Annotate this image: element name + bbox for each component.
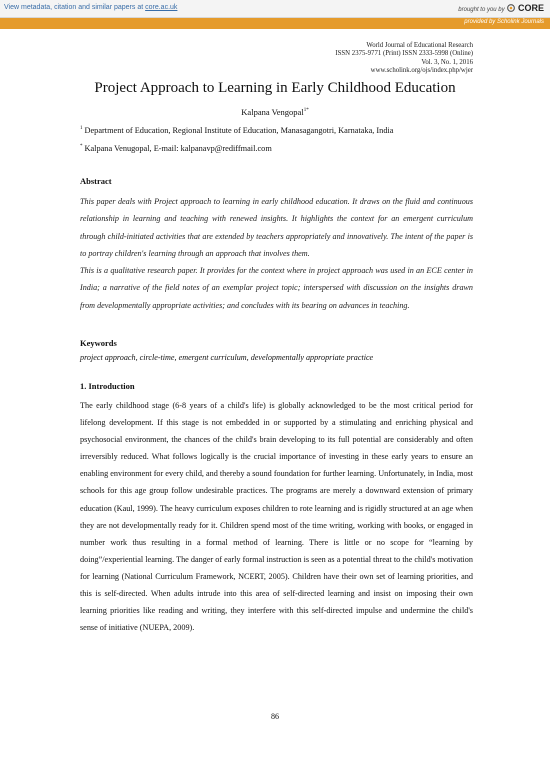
introduction-paragraph: The early childhood stage (6-8 years of a child's life) is globally acknowledged to be the most critical period for lifelong development. If this stage is not embedded in or supported by a stimulating and enriching physical and psychosocial environment, the chances of the child's brain developing to its full potential are considerably and often irreversibly reduced. What follows logically is the crucial importance of investing in these early years to ensure an enabling environment for every child, and thereby a sound foundation for further learning. Unfortunately, in India, most schools for this age group follow undesirable practices. The programs are merely a downward extension of primary education (Kaul, 1999). The heavy curriculum exposes children to rote learning and is rigidly structured at an age when they are not developmentally ready for it. Children spend most of the time writing, working with books, or engaged in number work thus resulting in a formal method of learning. There is little or no scope for “learning by doing”/experiential learning. The danger of early formal instruction is seen as a potential threat to the child's motivation for learning (National Curriculum Framework, NCERT, 2005). Children have their own set of learning priorities, and this is self-directed. When adults intrude into this area of self-directed learning and insist on imposing their own learning priorities like reading and writing, they interfere with this self-directed impulse and undermine the child's sense of initiative (NUEPA, 2009). <box>80 401 473 633</box>
journal-name: World Journal of Educational Research <box>366 42 473 49</box>
core-brand[interactable]: brought to you by CORE <box>458 3 544 13</box>
abstract-heading: Abstract <box>80 176 112 186</box>
abstract-body <box>80 193 473 314</box>
page-number: 86 <box>271 712 279 721</box>
affiliation-corresponding: * Kalpana Venugopal, E-mail: kalpanavp@rediffmail.com <box>80 144 272 153</box>
abstract-paragraph: This paper deals with Project approach to learning in early childhood education. It draws on the fluid and continuous relationship in learning and teaching with renewed insights. It highlights the context for an emergent curriculum through child-initiated activities that are extended by teachers appropriately and innovatively. The intent of the paper is to portray children's learning through an approach that involves them. <box>80 197 473 258</box>
abstract-paragraph: This is a qualitative research paper. It provides for the context where in project approach was used in an ECE center in India; a narrative of the field notes of an exemplar project topic; interspersed with discussion on the insights drawn from developmentally appropriate activities; and concludes with its bearing on advances in teaching. <box>80 266 473 310</box>
paper-author: Kalpana Vengopal$^{1*}$ <box>241 107 309 117</box>
keywords-heading: Keywords <box>80 338 117 348</box>
core-logo-icon <box>507 4 515 12</box>
affiliation-1: $^1$ Department of Education, Regional Institute of Education, Manasagangotri, Karnataka, India <box>80 126 394 135</box>
introduction-heading: 1. Introduction <box>80 381 135 391</box>
introduction-body <box>80 397 473 636</box>
paper-title: Project Approach to Learning in Early Childhood Education <box>94 80 456 96</box>
journal-url: www.scholink.org/ojs/index.php/wjer <box>370 66 473 74</box>
keywords-text: project approach, circle-time, emergent curriculum, developmentally appropriate practice <box>80 353 374 362</box>
core-metadata-text: View metadata, citation and similar papers at core.ac.uk <box>4 4 178 11</box>
core-logo-text: CORE <box>517 3 544 13</box>
core-banner <box>0 0 550 18</box>
provided-by-text[interactable]: provided by Scholink Journals <box>464 19 544 25</box>
core-link[interactable]: core.ac.uk <box>145 4 178 11</box>
journal-volume: Vol. 3, No. 1, 2016 <box>421 58 473 66</box>
journal-issn: ISSN 2375-9771 (Print) ISSN 2333-5998 (Online) <box>335 50 473 58</box>
journal-info <box>335 42 473 75</box>
provided-by-bar <box>0 18 550 29</box>
